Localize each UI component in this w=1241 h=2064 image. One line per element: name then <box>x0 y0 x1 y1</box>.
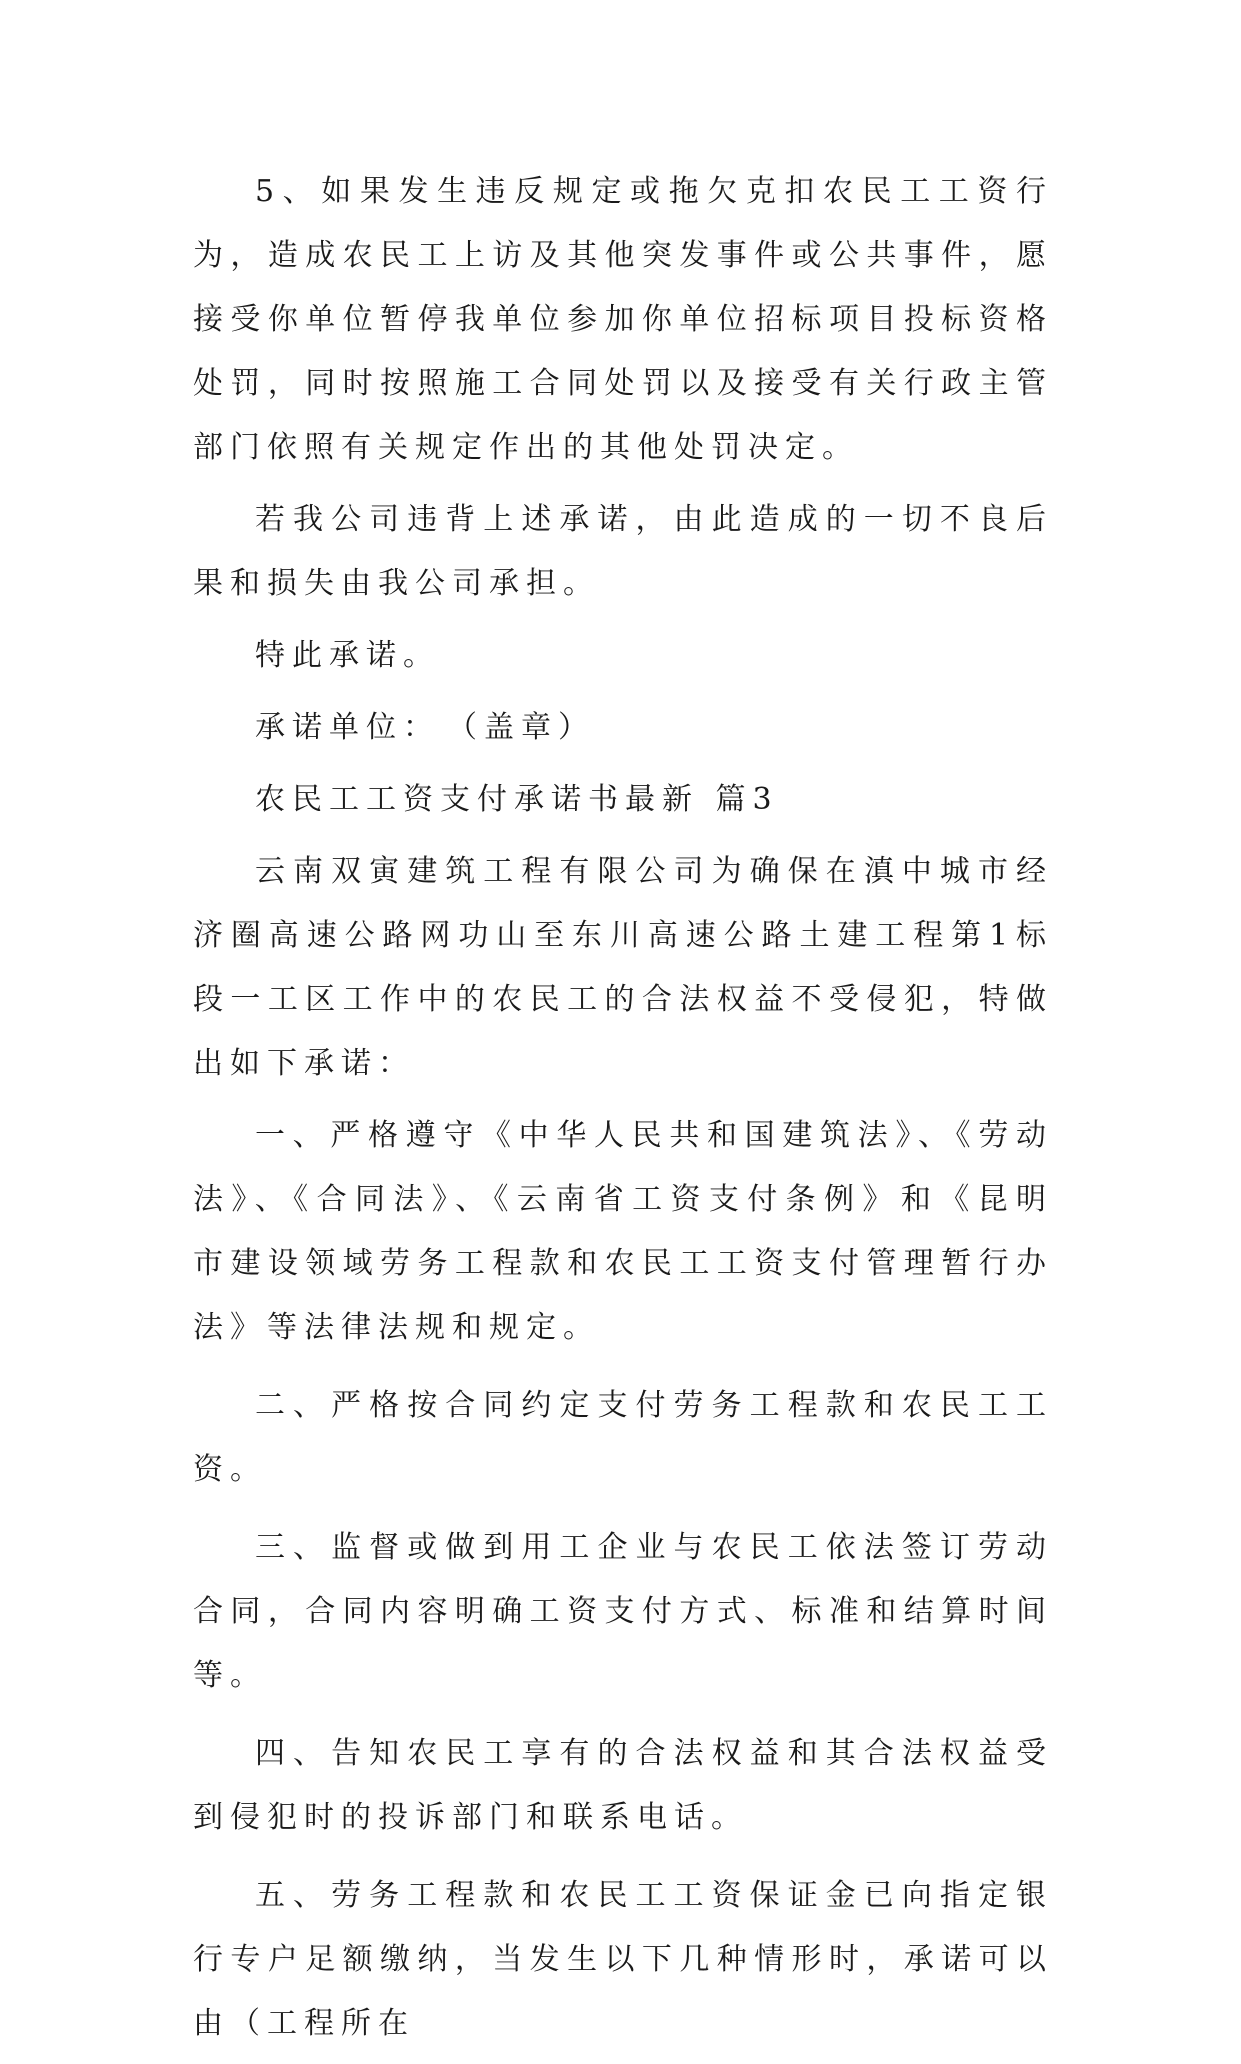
paragraph-clause-1: 一、严格遵守《中华人民共和国建筑法》、《劳动法》、《合同法》、《云南省工资支付条例》和《昆明市建设领域劳务工程款和农民工工资支付管理暂行办法》等法律法规和规定。 <box>193 1118 1053 1345</box>
paragraph-hereby-promise: 特此承诺。 <box>255 638 440 673</box>
paragraph-clause-5: 五、劳务工程款和农民工工资保证金已向指定银行专户足额缴纳，当发生以下几种情形时，承诺可以由（工程所在 <box>193 1878 1053 2041</box>
paragraph-clause-2: 二、严格按合同约定支付劳务工程款和农民工工资。 <box>193 1388 1053 1487</box>
paragraph-promising-unit: 承诺单位： （盖章） <box>255 710 595 745</box>
section-heading: 农民工工资支付承诺书最新 篇3 <box>255 782 779 817</box>
paragraph-item-5-penalty: 5、如果发生违反规定或拖欠克扣农民工工资行为，造成农民工上访及其他突发事件或公共事件，愿接受你单位暂停我单位参加你单位招标项目投标资格处罚，同时按照施工合同处罚以及接受有关行政主管部门依照有关规定作出的其他处罚决定。 <box>193 174 1053 465</box>
paragraph-liability: 若我公司违背上述承诺，由此造成的一切不良后果和损失由我公司承担。 <box>193 502 1053 601</box>
paragraph-clause-4: 四、告知农民工享有的合法权益和其合法权益受到侵犯时的投诉部门和联系电话。 <box>193 1736 1053 1835</box>
document-body <box>193 160 1053 2064</box>
paragraph-clause-3: 三、监督或做到用工企业与农民工依法签订劳动合同，合同内容明确工资支付方式、标准和结算时间等。 <box>193 1530 1053 1693</box>
paragraph-intro: 云南双寅建筑工程有限公司为确保在滇中城市经济圈高速公路网功山至东川高速公路土建工程第1标段一工区工作中的农民工的合法权益不受侵犯，特做出如下承诺： <box>193 854 1053 1081</box>
